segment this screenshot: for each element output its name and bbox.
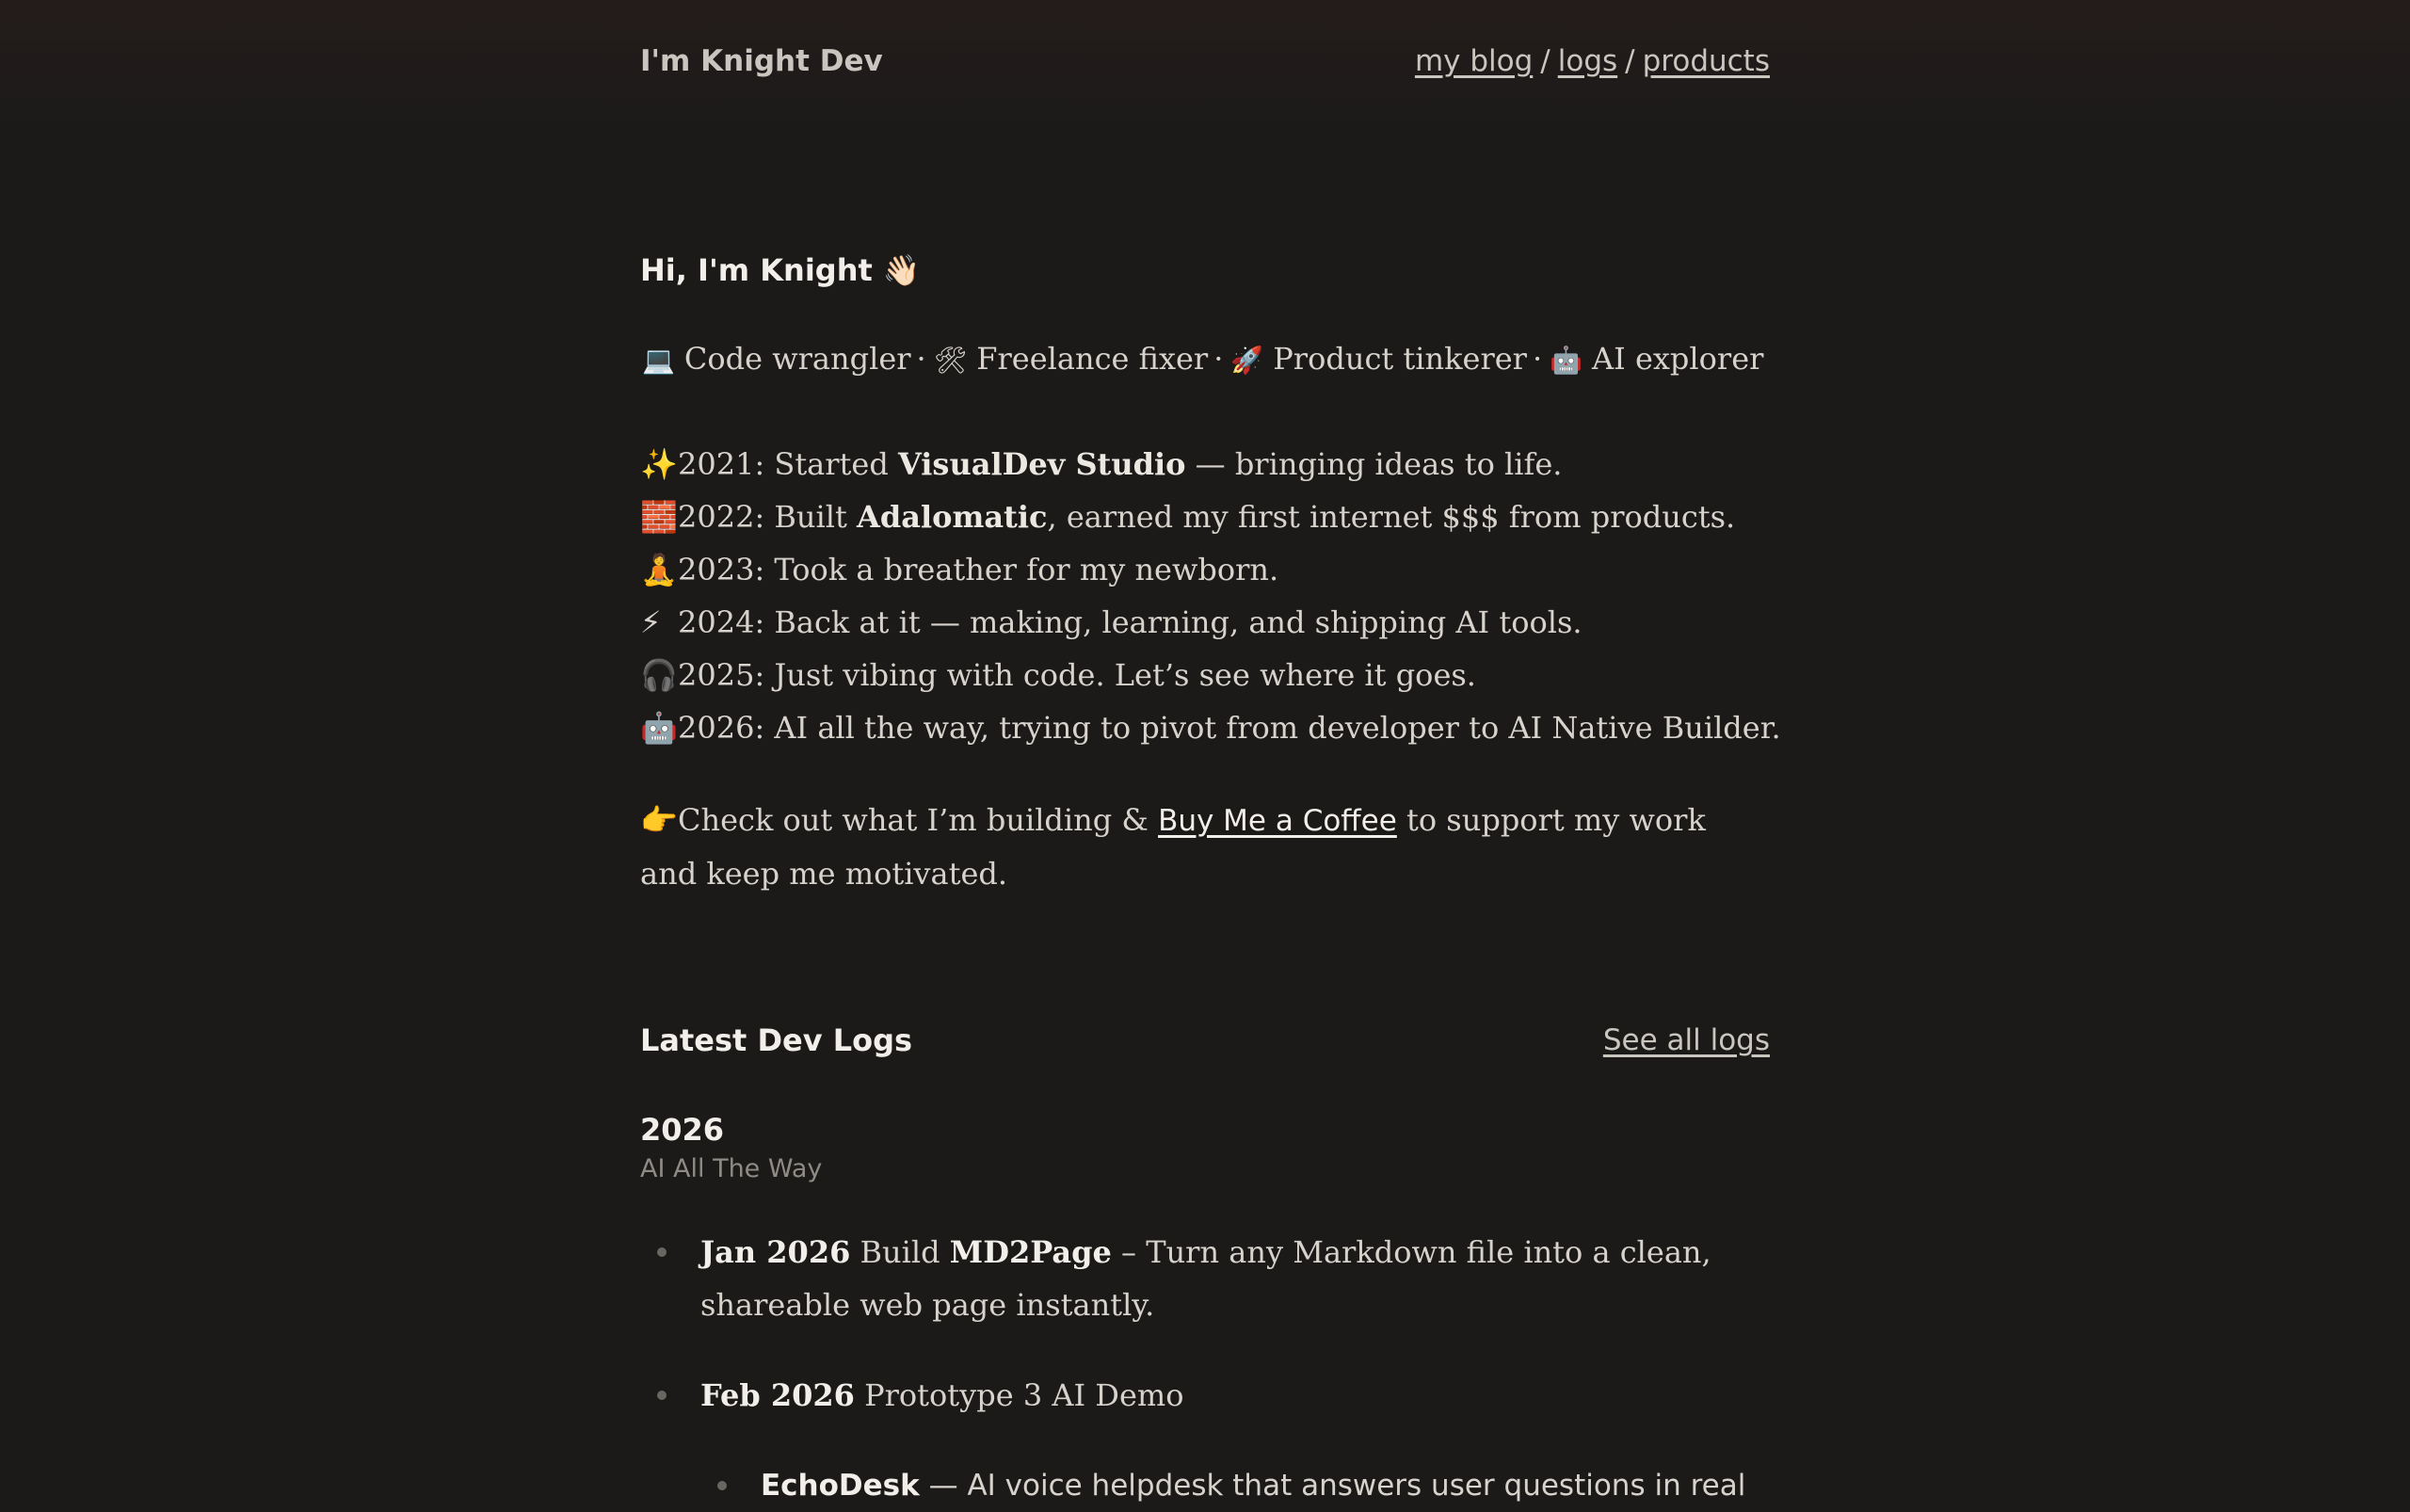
lightning-icon: ⚡ xyxy=(640,604,662,640)
timeline-text: 2025: Just vibing with code. Let’s see where it goes. xyxy=(678,657,1476,693)
cta-text: to support my work and keep me motivated. xyxy=(640,802,1706,892)
entry-bold: MD2Page xyxy=(949,1234,1112,1270)
nav-my-blog-link[interactable]: my blog xyxy=(1414,44,1534,78)
rocket-icon: 🚀 xyxy=(1230,345,1264,376)
timeline-text: 2023: Took a breather for my newborn. xyxy=(678,552,1279,587)
entry-text: – Turn any Markdown file into a clean, shareable web page instantly. xyxy=(700,1234,1711,1323)
intro-greeting xyxy=(640,247,921,294)
role-separator: · xyxy=(1532,341,1543,377)
timeline-bold: Adalomatic xyxy=(857,499,1048,535)
entry-text: Build xyxy=(850,1234,950,1270)
site-brand[interactable]: I'm Knight Dev xyxy=(640,44,883,78)
timeline-text: 2026: AI all the way, trying to pivot from developer to AI Native Builder. xyxy=(678,710,1781,746)
section-title: Latest Dev Logs xyxy=(640,1022,913,1058)
role-separator: · xyxy=(1213,341,1224,377)
buy-me-a-coffee-link[interactable]: Buy Me a Coffee xyxy=(1158,804,1397,838)
log-entries xyxy=(640,1226,1770,1512)
tools-icon: 🛠 xyxy=(933,345,968,376)
timeline-item xyxy=(640,441,1770,493)
support-callout xyxy=(640,794,1770,900)
nav-logs-link[interactable]: logs xyxy=(1557,44,1618,78)
list-item xyxy=(640,1226,1770,1331)
timeline-text: 2022: Built xyxy=(678,499,858,535)
cta-text: Check out what I’m building & xyxy=(678,802,1159,838)
intro-roles xyxy=(640,335,1763,384)
timeline-text: 2024: Back at it — making, learning, and shipping AI tools. xyxy=(678,604,1583,640)
robot-icon: 🤖 xyxy=(640,710,678,746)
timeline-text: , earned my first internet $$$ from products. xyxy=(1047,499,1736,535)
greeting-text: Hi, I'm Knight xyxy=(640,252,873,288)
timeline-list xyxy=(640,441,1781,757)
see-all-logs-link[interactable]: See all logs xyxy=(1602,1023,1770,1057)
entry-text: — AI voice helpdesk that answers user questions in real xyxy=(919,1469,1746,1503)
timeline-text: 2021: Started xyxy=(678,446,898,482)
nav-separator: / xyxy=(1625,44,1635,78)
timeline-bold: VisualDev Studio xyxy=(898,446,1186,482)
role-separator: · xyxy=(916,341,926,377)
role-label: Product tinkerer xyxy=(1273,341,1527,377)
timeline-item xyxy=(640,493,1770,546)
timeline-item xyxy=(640,546,1770,599)
log-year-subtitle: AI All The Way xyxy=(640,1154,823,1183)
role-label: AI explorer xyxy=(1592,341,1764,377)
top-nav xyxy=(1415,38,1770,85)
entry-date: Feb 2026 xyxy=(700,1377,855,1413)
dev-logs-header xyxy=(640,1017,1770,1064)
entry-date: Jan 2026 xyxy=(700,1234,851,1270)
headphones-icon: 🎧 xyxy=(640,657,678,693)
bullet-icon xyxy=(657,1247,667,1257)
role-label: Code wrangler xyxy=(683,341,911,377)
bullet-icon xyxy=(657,1391,667,1400)
timeline-item xyxy=(640,599,1770,651)
entry-text: Prototype 3 AI Demo xyxy=(854,1377,1184,1413)
log-year-heading: 2026 xyxy=(640,1112,725,1148)
nav-separator: / xyxy=(1540,44,1550,78)
site-header xyxy=(640,38,1770,85)
waving-hand-icon: 👋🏻 xyxy=(882,252,921,288)
pointing-hand-icon: 👉 xyxy=(640,802,678,838)
meditation-icon: 🧘 xyxy=(640,552,678,587)
timeline-item xyxy=(640,651,1770,704)
brick-icon: 🧱 xyxy=(640,499,678,535)
role-label: Freelance fixer xyxy=(976,341,1209,377)
timeline-item xyxy=(640,704,1781,757)
laptop-icon: 💻 xyxy=(642,345,675,376)
sparkles-icon: ✨ xyxy=(640,446,678,482)
list-item xyxy=(640,1369,1770,1422)
list-item xyxy=(640,1459,1770,1512)
nav-products-link[interactable]: products xyxy=(1642,44,1770,78)
timeline-text: — bringing ideas to life. xyxy=(1185,446,1563,482)
bullet-icon xyxy=(717,1481,727,1490)
robot-icon: 🤖 xyxy=(1550,345,1583,376)
entry-bold: EchoDesk xyxy=(761,1469,920,1503)
